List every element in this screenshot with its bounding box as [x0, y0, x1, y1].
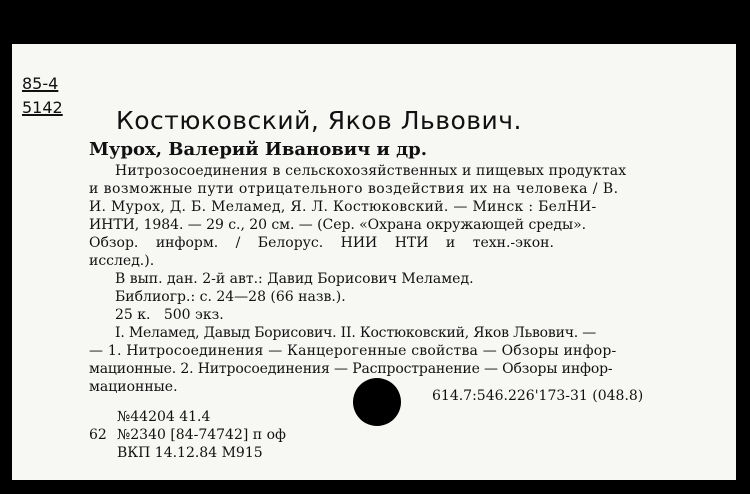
note-line: В вып. дан. 2-й авт.: Давид Борисович Меламед. [115, 271, 474, 287]
tracing-line: — 1. Нитросоединения — Канцерогенные свойства — Обзоры инфор- [89, 343, 617, 359]
call-number-top: 85-4 [22, 74, 59, 93]
note-line: Библиогр.: с. 24—28 (66 назв.). [115, 289, 346, 305]
footer-line-2: №2340 [84-74742] п оф [117, 427, 286, 443]
footer-line-1: №44204 41.4 [117, 409, 211, 425]
footer-line-3: ВКП 14.12.84 М915 [117, 445, 263, 461]
footer-prefix: 62 [89, 427, 107, 443]
call-number-bottom: 5142 [22, 98, 63, 117]
description-line: исслед.). [89, 253, 155, 269]
note-line: 25 к. 500 экз. [115, 307, 224, 323]
description-line: Обзор. информ. / Белорус. НИИ НТИ и техн.-экон. [89, 235, 554, 251]
handwritten-author: Костюковский, Яков Львович. [116, 106, 522, 135]
description-line: ИНТИ, 1984. — 29 с., 20 см. — (Сер. «Охрана окружающей среды». [89, 217, 586, 233]
tracing-line: мационные. 2. Нитросоединения — Распространение — Обзоры инфор- [89, 361, 613, 377]
description-line: и возможные пути отрицательного воздействия их на человека / В. [89, 181, 619, 197]
main-entry-heading: Мурох, Валерий Иванович и др. [89, 139, 428, 160]
description-line: И. Мурох, Д. Б. Меламед, Я. Л. Костюковский. — Минск : БелНИ- [89, 199, 597, 215]
classification-index: 614.7:546.226'173-31 (048.8) [432, 388, 644, 404]
tracing-line: мационные. [89, 379, 178, 395]
description-line: Нитрозосоединения в сельскохозяйственных и пищевых продуктах [115, 163, 627, 179]
tracing-line: I. Меламед, Давыд Борисович. II. Костюковский, Яков Львович. — [115, 325, 597, 341]
punched-hole [353, 378, 401, 426]
